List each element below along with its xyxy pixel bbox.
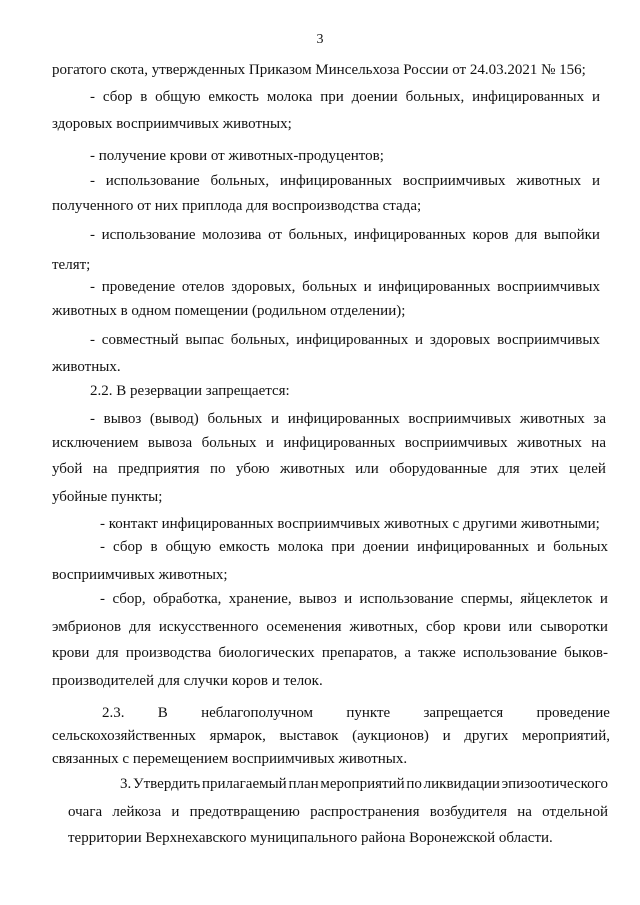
text-line: производителей для случки коров и телок. bbox=[52, 673, 323, 689]
text-line: территории Верхнехавского муниципального района Воронежской области. bbox=[68, 830, 553, 846]
text-line: - использование молозива от больных, инфицированных коров для выпойки bbox=[90, 227, 600, 243]
text-line: - контакт инфицированных восприимчивых животных с другими животными; bbox=[100, 516, 600, 532]
text-line: животных в одном помещении (родильном отделении); bbox=[52, 303, 406, 319]
text-line: связанных с перемещением восприимчивых животных. bbox=[52, 751, 408, 767]
text-line: 3. Утвердить прилагаемый план мероприятий по ликвидации эпизоотического bbox=[120, 776, 608, 792]
text-line: крови для производства биологических препаратов, а также использование быков- bbox=[52, 645, 608, 661]
text-line: - вывоз (вывод) больных и инфицированных восприимчивых животных за bbox=[90, 411, 606, 427]
text-line: - проведение отелов здоровых, больных и инфицированных восприимчивых bbox=[90, 279, 600, 295]
text-line: рогатого скота, утвержденных Приказом Минсельхоза России от 24.03.2021 № 156; bbox=[52, 62, 586, 78]
page-number: 3 bbox=[316, 32, 324, 47]
text-line: - получение крови от животных-продуцентов; bbox=[90, 148, 384, 164]
text-line: животных. bbox=[52, 359, 121, 375]
text-line: 2.3. В неблагополучном пункте запрещается проведение bbox=[102, 705, 610, 721]
text-line: сельскохозяйственных ярмарок, выставок (аукционов) и других мероприятий, bbox=[52, 728, 610, 744]
text-line: эмбрионов для искусственного осеменения животных, сбор крови или сыворотки bbox=[52, 619, 608, 635]
text-line: - совместный выпас больных, инфицированных и здоровых восприимчивых bbox=[90, 332, 600, 348]
text-line: убой на предприятия по убою животных или оборудованные для этих целей bbox=[52, 461, 606, 477]
text-line: восприимчивых животных; bbox=[52, 567, 228, 583]
text-line: здоровых восприимчивых животных; bbox=[52, 116, 292, 132]
text-line: 2.2. В резервации запрещается: bbox=[90, 383, 290, 399]
text-line: исключением вывоза больных и инфицированных восприимчивых животных на bbox=[52, 435, 606, 451]
text-line: убойные пункты; bbox=[52, 489, 163, 505]
text-line: телят; bbox=[52, 257, 91, 273]
text-line: очага лейкоза и предотвращению распространения возбудителя на отдельной bbox=[68, 804, 608, 820]
text-line: - использование больных, инфицированных восприимчивых животных и bbox=[90, 173, 600, 189]
text-line: - сбор в общую емкость молока при доении больных, инфицированных и bbox=[90, 89, 600, 105]
text-line: - сбор, обработка, хранение, вывоз и использование спермы, яйцеклеток и bbox=[100, 591, 608, 607]
text-line: полученного от них приплода для воспроизводства стада; bbox=[52, 198, 422, 214]
text-line: - сбор в общую емкость молока при доении инфицированных и больных bbox=[100, 539, 608, 555]
